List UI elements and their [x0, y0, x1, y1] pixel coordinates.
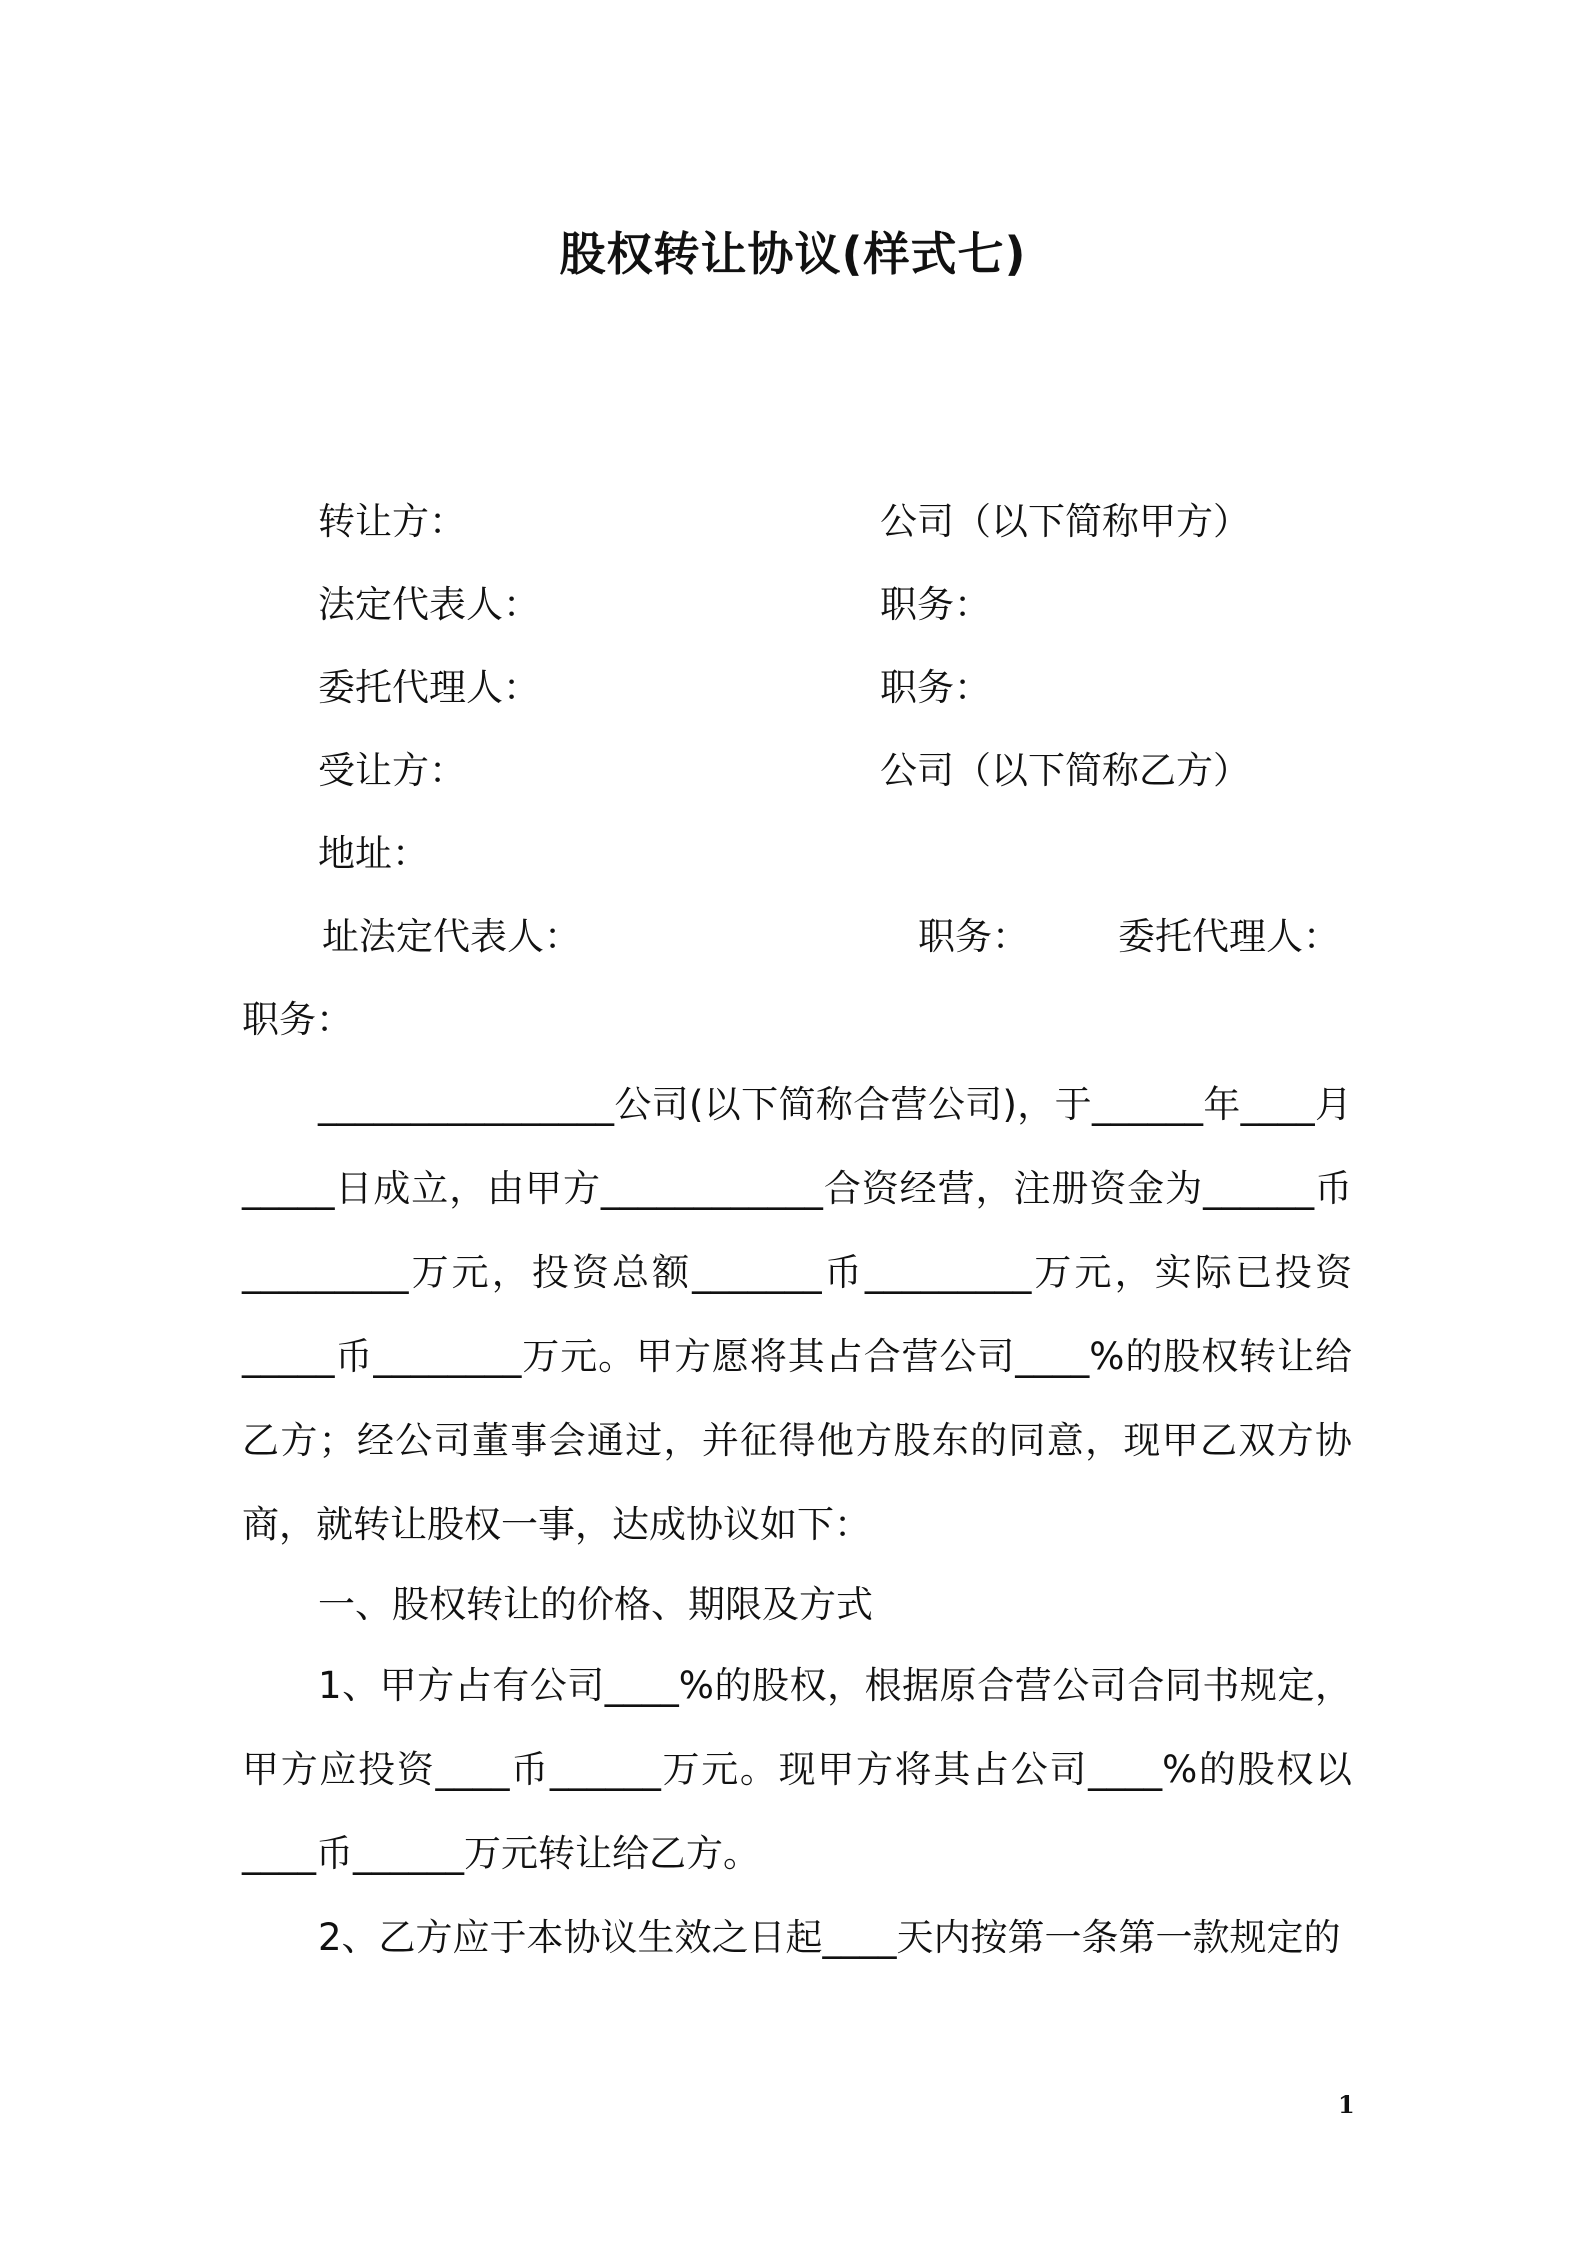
transferor-label: 转让方：: [318, 500, 466, 543]
document-title: 股权转让协议(样式七): [559, 227, 1027, 281]
page-number: 1: [1338, 2090, 1355, 2119]
clause-1-paragraph: 1、甲方占有公司____%的股权，根据原合营公司合同书规定，甲方应投资____币______万元。现甲方将其占公司____%的股权以____币______万元转让给乙方。: [242, 1664, 1352, 1875]
clause-2-paragraph: 2、乙方应于本协议生效之日起____天内按第一条第一款规定的: [318, 1916, 1341, 1959]
section-1-heading: 一、股权转让的价格、期限及方式: [318, 1583, 873, 1626]
preamble-paragraph: ________________公司(以下简称合营公司)，于______年____月_____日成立，由甲方____________合资经营，注册资金为______币_________万元，投资总额_______币_________万元，实际已投资_____币________万元。甲方愿将其占合营公司____%的股权转让给乙方；经公司董事会通过，并征得他方股东的同意，现甲乙双方协商，就转让股权一事，达成协议如下：: [242, 1083, 1352, 1546]
transferee-label: 受让方：: [318, 749, 466, 792]
agent-label-2: 委托代理人：: [1118, 915, 1340, 958]
address-label: 地址：: [318, 832, 429, 875]
position-label-2: 职务：: [880, 666, 991, 709]
transferor-company: 公司（以下简称甲方）: [880, 500, 1250, 543]
agent-label: 委托代理人：: [318, 666, 540, 709]
legal-rep-label: 法定代表人：: [318, 583, 540, 626]
position-label-3: 职务：: [918, 915, 1029, 958]
position-label-4: 职务：: [242, 998, 353, 1041]
position-label-1: 职务：: [880, 583, 991, 626]
transferee-company: 公司（以下简称乙方）: [880, 749, 1250, 792]
addr-legal-rep-label: 址法定代表人：: [322, 915, 581, 958]
